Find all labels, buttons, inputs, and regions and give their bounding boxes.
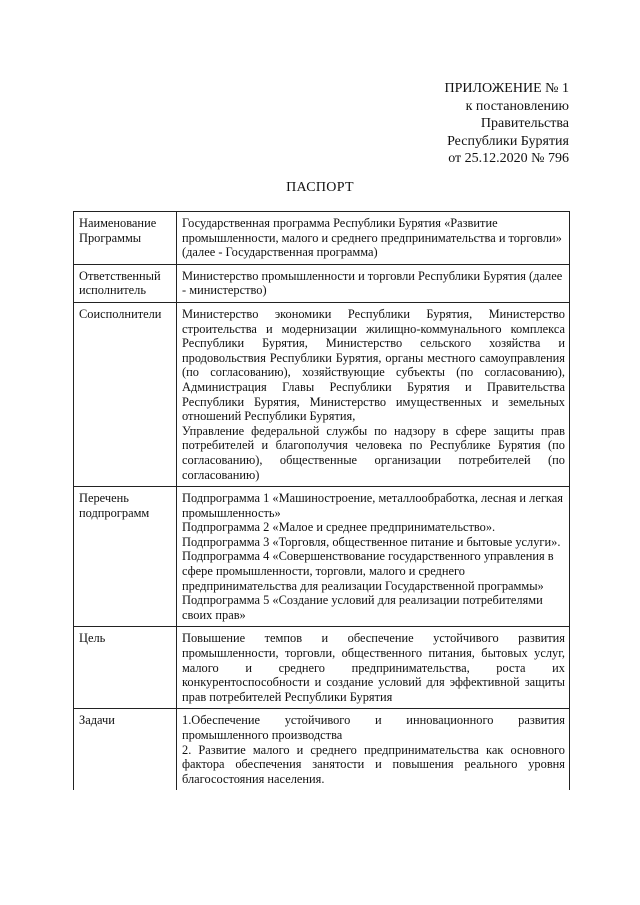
page-title: ПАСПОРТ (286, 180, 354, 195)
passport-table (73, 211, 570, 790)
row-value: Министерство промышленности и торговли Республики Бурятия (далее - министерство) (177, 264, 570, 302)
subprogram-item: Подпрограмма 3 «Торговля, общественное питание и бытовые услуги». (182, 534, 561, 549)
row-label: Наименование Программы (74, 212, 177, 265)
row-value (177, 487, 570, 627)
subprogram-item: Подпрограмма 2 «Малое и среднее предпринимательство». (182, 520, 496, 535)
table-row (74, 302, 570, 486)
subprogram-item: Подпрограмма 1 «Машиностроение, металлообработка, лесная и легкая промышленность» (182, 491, 563, 520)
appendix-number: ПРИЛОЖЕНИЕ № 1 (444, 81, 569, 96)
table-row (74, 487, 570, 627)
task-item: 1.Обеспечение устойчивого и инновационного развития промышленного производства (182, 713, 565, 742)
government-ref: Правительства (480, 116, 569, 131)
row-value: Государственная программа Республики Бурятия «Развитие промышленности, малого и среднего предпринимательства и торговли» (далее - Государственная программа) (177, 212, 570, 265)
row-label: Ответственный исполнитель (74, 264, 177, 302)
subprogram-item: Подпрограмма 5 «Создание условий для реализации потребителями своих прав» (182, 593, 543, 622)
republic-ref: Республики Бурятия (447, 133, 569, 149)
table-row (74, 627, 570, 709)
row-label: Соисполнители (74, 302, 177, 486)
resolution-date: от 25.12.2020 № 796 (448, 151, 569, 166)
row-label: Перечень подпрограмм (74, 487, 177, 627)
task-item: 2. Развитие малого и среднего предпринимательства как основного фактора обеспечения занятости и повышения реального уровня благосостояния населения. (182, 742, 565, 786)
table-row (74, 264, 570, 302)
subprogram-item: Подпрограмма 4 «Совершенствование государственного управления в сфере промышленности, торговли, малого и среднего предпринимательства для реализации Государственной программы» (182, 549, 554, 593)
resolution-ref: к постановлению (465, 98, 569, 114)
table-row (74, 212, 570, 265)
document-header (445, 80, 570, 168)
row-value (177, 302, 570, 486)
row-label: Задачи (74, 709, 177, 790)
row-label: Цель (74, 627, 177, 709)
table-row (74, 709, 570, 790)
row-value (177, 709, 570, 790)
co-executors-paragraph: Министерство экономики Республики Бурятия, Министерство строительства и модернизации жилищно-коммунального комплекса Республики Бурятия, Министерство сельского хозяйства и продовольствия Республики Бурятия, органы местного самоуправления (по согласованию), хозяйствующие субъекты (по согласованию), Администрация Главы Республики Бурятия и Правительства Республики Бурятия, Министерство имущественных и земельных отношений Республики Бурятия, (182, 306, 565, 424)
row-value: Повышение темпов и обеспечение устойчивого развития промышленности, торговли, общественного питания, бытовых услуг, малого и среднего предпринимательства, роста их конкурентоспособности и создание условий для эффективной защиты прав потребителей Республики Бурятия (177, 627, 570, 709)
co-executors-paragraph: Управление федеральной службы по надзору в сфере защиты прав потребителей и благополучия человека по Республике Бурятия (по согласованию), общественные организации потребителей (по согласованию) (182, 423, 565, 482)
